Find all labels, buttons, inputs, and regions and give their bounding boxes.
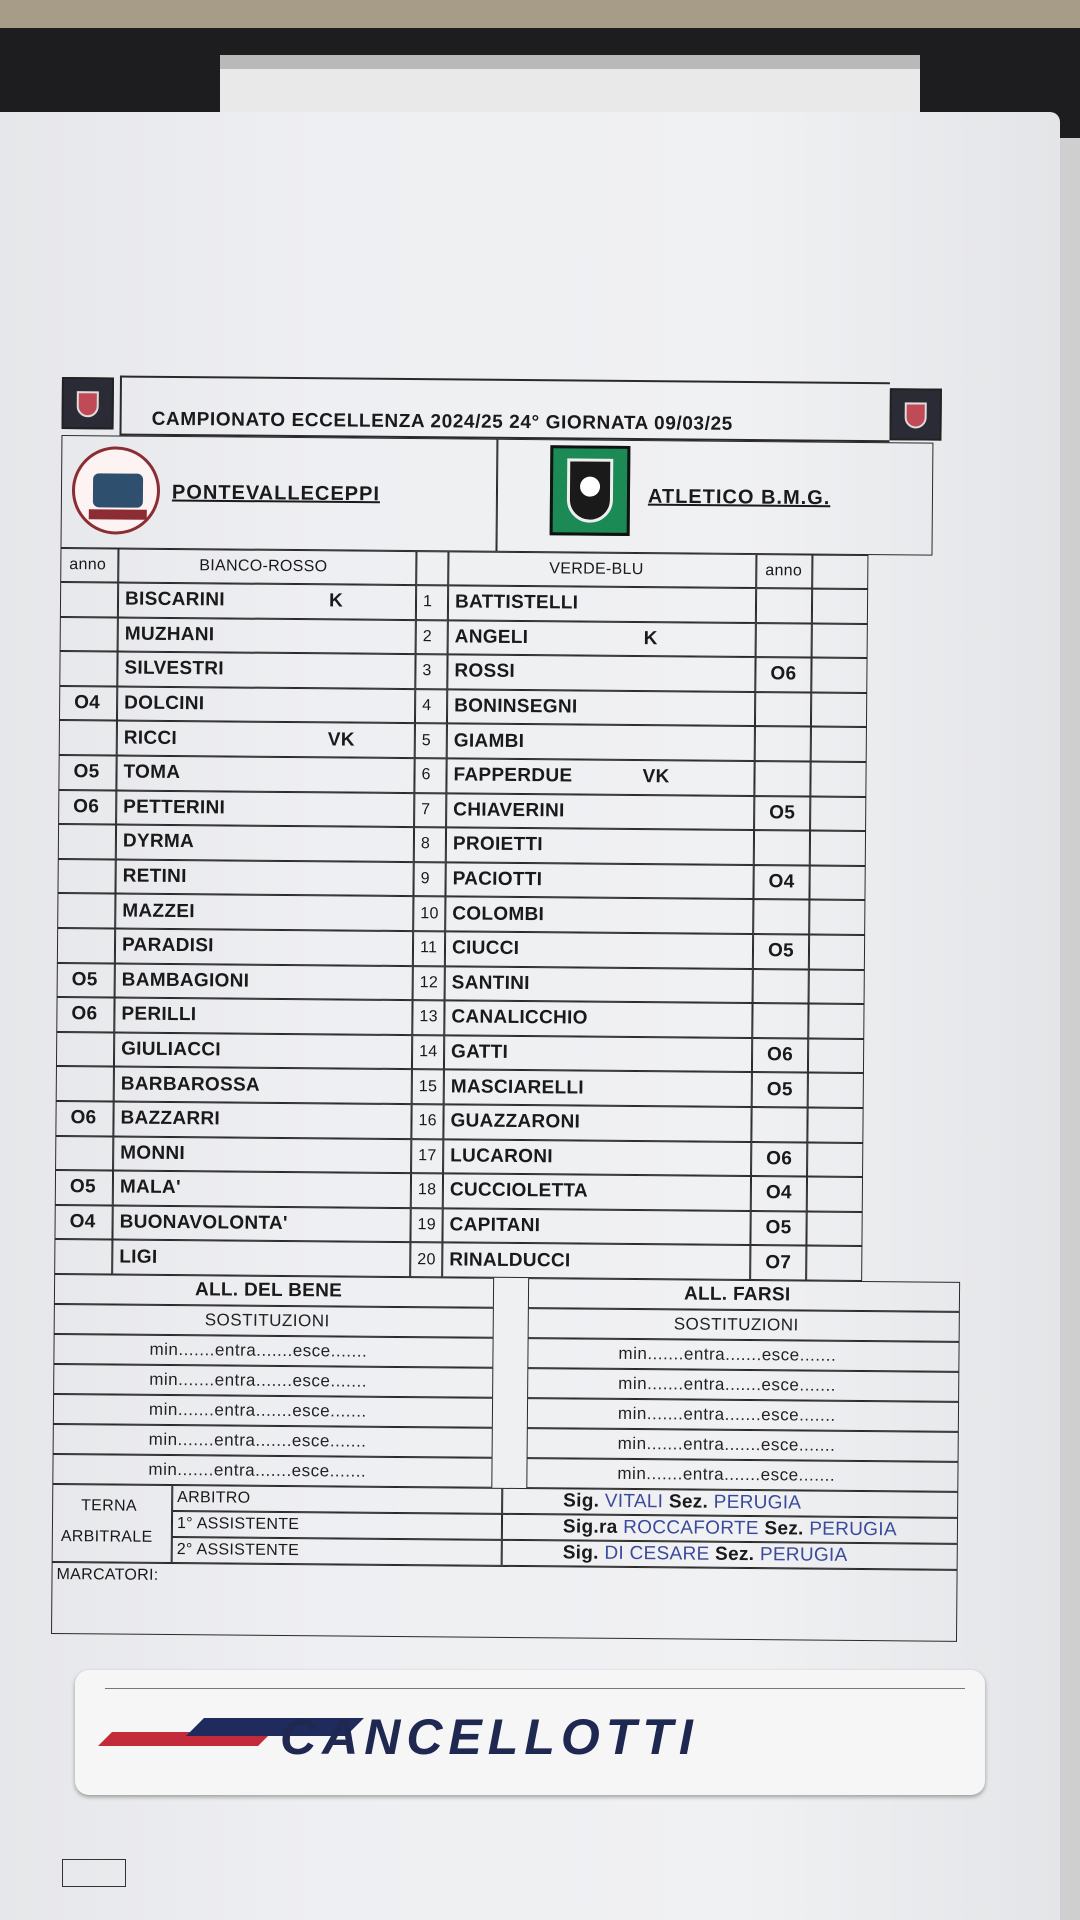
pontevalleceppi-crest-icon — [72, 446, 161, 535]
home-substitution-cell — [53, 1394, 493, 1428]
away-year-cell — [750, 1211, 806, 1246]
shirt-number-cell — [412, 1069, 444, 1104]
away-coach-cell — [528, 1278, 960, 1312]
away-substitution-cell — [526, 1458, 958, 1492]
home-player-cell — [115, 928, 413, 965]
home-year-cell — [57, 963, 115, 998]
sponsor-name: CANCELLOTTI — [280, 1709, 699, 1765]
away-player-name: CUCCIOLETTA — [449, 1179, 589, 1203]
shirt-number-cell — [413, 896, 445, 931]
home-player-cell — [113, 1171, 411, 1208]
home-player-role: K — [328, 590, 344, 612]
home-year-cell — [54, 1239, 112, 1274]
home-player-name: MUZHANI — [124, 623, 215, 646]
home-year-cell — [58, 824, 116, 859]
home-coach-cell — [54, 1274, 494, 1308]
away-subs-label: SOSTITUZIONI — [673, 1314, 799, 1335]
shirt-number: 6 — [421, 766, 431, 784]
shirt-number: 13 — [419, 1008, 438, 1026]
away-substitution-line: min.......entra.......esce....... — [618, 1373, 837, 1395]
away-year-cell — [755, 726, 811, 761]
away-substitution-cell — [527, 1398, 959, 1432]
shirt-number: 4 — [422, 697, 432, 715]
away-year-cell — [751, 1107, 807, 1142]
away-year-cell — [750, 1245, 806, 1280]
extra-cell — [809, 900, 865, 935]
home-player-name: PARADISI — [121, 934, 214, 957]
away-substitution-line: min.......entra.......esce....... — [617, 1463, 836, 1485]
home-year-cell — [60, 582, 118, 617]
home-player-cell — [116, 755, 414, 792]
home-player-name: PERILLI — [121, 1004, 197, 1026]
referee-title: Sig. — [563, 1490, 600, 1512]
referee-name: ROCCAFORTE — [623, 1516, 759, 1540]
home-player-cell — [115, 894, 413, 931]
home-player-cell — [117, 686, 415, 723]
home-year-cell — [57, 859, 115, 894]
away-year: O4 — [768, 871, 795, 893]
away-player-cell — [442, 1208, 750, 1245]
home-year: O4 — [69, 1211, 96, 1233]
away-player-cell — [446, 793, 754, 830]
home-player-name: SILVESTRI — [124, 658, 225, 680]
referee-city: PERUGIA — [713, 1491, 802, 1514]
home-substitution-cell — [53, 1424, 493, 1458]
away-player-name: GUAZZARONI — [450, 1110, 581, 1133]
home-player-name: PETTERINI — [123, 796, 226, 819]
home-substitution-line: min.......entra.......esce....... — [149, 1369, 368, 1391]
shirt-number: 14 — [419, 1043, 438, 1061]
home-player-name: RETINI — [122, 865, 187, 888]
sponsor-divider — [105, 1688, 965, 1689]
home-anno-header: anno — [69, 556, 107, 574]
shirt-number-cell — [415, 689, 447, 724]
away-player-cell — [444, 1035, 752, 1072]
away-player-cell — [444, 1070, 752, 1107]
away-substitution-cell — [527, 1428, 959, 1462]
away-substitution-cell — [527, 1338, 959, 1372]
extra-cell — [807, 1108, 863, 1143]
away-year: O6 — [766, 1148, 793, 1170]
extra-cell — [811, 692, 867, 727]
shirt-number-cell — [412, 1035, 444, 1070]
referee-title: Sig. — [562, 1542, 599, 1564]
away-player-cell — [445, 931, 753, 968]
home-player-cell — [114, 1067, 412, 1104]
home-player-cell — [113, 1101, 411, 1138]
home-year-cell — [57, 928, 115, 963]
shirt-number-cell — [411, 1139, 443, 1174]
away-player-name: LUCARONI — [450, 1145, 553, 1168]
lineup-paper — [0, 112, 1060, 1920]
empty-checkbox — [62, 1859, 126, 1887]
home-year-cell — [56, 997, 114, 1032]
shirt-number-cell — [415, 654, 447, 689]
shirt-number: 11 — [419, 939, 438, 957]
away-player-name: ROSSI — [454, 660, 516, 683]
home-team-header — [60, 435, 497, 552]
away-player-cell — [446, 758, 754, 795]
extra-cell — [808, 1038, 864, 1073]
extra-cell — [810, 796, 866, 831]
referee-sez: Sez. — [764, 1518, 804, 1540]
away-year: O6 — [767, 1044, 794, 1066]
extra-cell — [807, 1177, 863, 1212]
away-year-cell — [753, 865, 809, 900]
away-player-name: GATTI — [451, 1041, 509, 1064]
away-substitution-line: min.......entra.......esce....... — [617, 1403, 836, 1425]
away-player-cell — [448, 585, 756, 622]
away-year-cell — [753, 969, 809, 1004]
away-player-name: PACIOTTI — [452, 868, 543, 891]
home-subs-label-cell — [54, 1304, 494, 1338]
shirt-number-cell — [413, 931, 445, 966]
away-player-cell — [447, 724, 755, 761]
away-colors-header-cell — [448, 551, 756, 588]
away-player-name: MASCIARELLI — [450, 1076, 585, 1099]
lineup-sheet — [51, 375, 992, 1673]
shirt-number: 12 — [419, 974, 439, 992]
away-substitution-cell — [527, 1368, 959, 1402]
away-player-name: SANTINI — [451, 972, 530, 994]
home-player-name: MAZZEI — [122, 900, 195, 922]
away-year-cell — [756, 588, 812, 623]
away-year: O4 — [765, 1182, 792, 1204]
away-year-cell — [754, 796, 810, 831]
extra-cell — [806, 1211, 862, 1246]
away-year-cell — [752, 1072, 808, 1107]
away-player-name: GIAMBI — [453, 730, 525, 752]
extra-cell — [812, 589, 868, 624]
extra-cell — [807, 1142, 863, 1177]
shirt-number-cell — [414, 758, 446, 793]
home-year-cell — [55, 1170, 113, 1205]
extra-cell — [809, 969, 865, 1004]
match-title: CAMPIONATO ECCELLENZA 2024/25 24° GIORNATA 09/03/25 — [151, 408, 733, 435]
away-team-name: ATLETICO B.M.G. — [647, 485, 831, 509]
home-substitution-line: min.......entra.......esce....... — [148, 1429, 367, 1451]
home-year-cell — [55, 1136, 113, 1171]
away-year-cell — [756, 623, 812, 658]
home-year-cell — [59, 686, 117, 721]
extra-cell — [808, 1073, 864, 1108]
home-year-cell — [59, 651, 117, 686]
home-player-cell — [116, 790, 414, 827]
home-year: O6 — [71, 1003, 98, 1025]
away-player-cell — [445, 897, 753, 934]
home-colors-header-cell — [118, 548, 416, 585]
away-player-cell — [443, 1174, 751, 1211]
away-player-role: K — [643, 627, 658, 650]
home-player-cell — [114, 998, 412, 1035]
away-player-cell — [443, 1139, 751, 1176]
home-player-name: RICCI — [123, 727, 178, 749]
home-year-cell — [57, 893, 115, 928]
home-year-header-cell — [60, 548, 118, 583]
away-year: O5 — [765, 1217, 792, 1239]
shirt-number: 3 — [422, 662, 432, 680]
away-player-name: BONINSEGNI — [454, 695, 578, 718]
shirt-number: 8 — [420, 835, 431, 853]
referee-group-cell — [52, 1484, 173, 1563]
away-year-cell — [751, 1176, 807, 1211]
referee-sez: Sez. — [668, 1491, 709, 1513]
away-year-cell — [753, 934, 809, 969]
away-colors-label: VERDE-BLU — [549, 560, 644, 579]
shirt-number-cell — [416, 620, 448, 655]
league-logo-icon — [62, 377, 114, 429]
away-player-name: ANGELI — [454, 626, 529, 648]
home-coach-name: ALL. DEL BENE — [194, 1279, 343, 1302]
away-player-name: COLOMBI — [452, 903, 545, 925]
away-substitution-line: min.......entra.......esce....... — [618, 1343, 837, 1365]
shirt-number: 20 — [417, 1250, 436, 1268]
away-player-cell — [442, 1243, 750, 1280]
away-player-cell — [443, 1104, 751, 1141]
referee-sez: Sez. — [715, 1543, 755, 1566]
home-team-name: PONTEVALLECEPPI — [171, 480, 381, 505]
referee-city: PERUGIA — [809, 1518, 897, 1541]
home-substitution-cell — [53, 1334, 493, 1368]
away-player-name: BATTISTELLI — [454, 591, 579, 614]
away-player-cell — [445, 862, 753, 899]
referee-group-label-1: TERNA — [81, 1497, 137, 1515]
home-player-cell — [118, 617, 416, 654]
home-year-cell — [58, 755, 116, 790]
extra-cell — [806, 1246, 862, 1281]
shirt-number-cell — [411, 1173, 443, 1208]
shirt-number-cell — [413, 862, 445, 897]
home-year-cell — [54, 1205, 112, 1240]
away-player-cell — [448, 620, 756, 657]
home-year: O6 — [73, 796, 100, 818]
referee-role: ARBITRO — [177, 1489, 251, 1507]
away-anno-header: anno — [765, 562, 803, 580]
referee-group-label-2: ARBITRALE — [60, 1527, 153, 1546]
home-colors-label: BIANCO-ROSSO — [199, 557, 328, 576]
away-year-cell — [754, 830, 810, 865]
away-player-cell — [444, 1001, 752, 1038]
away-player-name: CANALICCHIO — [451, 1006, 588, 1030]
away-year-cell — [752, 1038, 808, 1073]
atletico-bmg-crest-icon — [550, 445, 631, 536]
away-year: O6 — [770, 663, 797, 685]
shirt-number-cell — [410, 1242, 442, 1277]
away-player-name: CHIAVERINI — [453, 799, 565, 822]
shirt-number-cell — [415, 723, 447, 758]
home-player-cell — [115, 963, 413, 1000]
referee-role: 1° ASSISTENTE — [176, 1515, 300, 1534]
home-player-name: MONNI — [120, 1142, 186, 1164]
away-year: O7 — [765, 1251, 792, 1274]
extra-cell — [809, 935, 865, 970]
shirt-number: 19 — [417, 1216, 437, 1234]
extra-cell — [808, 1004, 864, 1039]
away-player-name: CAPITANI — [449, 1214, 541, 1237]
home-player-cell — [114, 1032, 412, 1069]
shirt-number: 5 — [421, 731, 432, 749]
home-year: O4 — [74, 692, 101, 714]
shirt-number: 2 — [422, 628, 433, 646]
away-year-cell — [752, 1003, 808, 1038]
home-player-name: BISCARINI — [124, 588, 225, 611]
home-player-name: GIULIACCI — [121, 1038, 222, 1061]
away-player-role: VK — [642, 766, 670, 788]
home-player-name: BAMBAGIONI — [121, 969, 250, 992]
shirt-number: 10 — [420, 904, 439, 922]
shirt-number: 15 — [418, 1077, 438, 1095]
league-logo-right-icon — [889, 388, 941, 440]
home-year-cell — [58, 790, 116, 825]
home-player-cell — [117, 652, 415, 689]
away-subs-label-cell — [528, 1308, 960, 1342]
away-player-name: PROIETTI — [452, 833, 544, 856]
shirt-number: 17 — [418, 1147, 437, 1165]
sponsor-banner — [75, 1670, 985, 1795]
home-year-cell — [60, 617, 118, 652]
referee-name: DI CESARE — [604, 1542, 710, 1565]
away-year-cell — [755, 692, 811, 727]
home-substitution-line: min.......entra.......esce....... — [148, 1459, 367, 1481]
referee-title: Sig.ra — [562, 1516, 618, 1538]
home-substitution-cell — [52, 1454, 492, 1488]
home-player-name: DYRMA — [122, 831, 195, 853]
home-substitution-line: min.......entra.......esce....... — [148, 1399, 367, 1421]
shirt-number-cell — [416, 585, 448, 620]
home-year-cell — [56, 1032, 114, 1067]
away-player-name: RINALDUCCI — [449, 1249, 571, 1272]
shirt-number-cell — [412, 1000, 444, 1035]
home-player-cell — [118, 582, 416, 619]
home-year: O5 — [69, 1176, 96, 1198]
extra-cell — [811, 658, 867, 693]
away-substitution-line: min.......entra.......esce....... — [617, 1433, 836, 1455]
home-player-name: BUONAVOLONTA' — [119, 1211, 288, 1235]
home-player-cell — [117, 721, 415, 758]
home-player-name: MALA' — [119, 1177, 181, 1199]
away-player-cell — [447, 655, 755, 692]
away-player-name: CIUCCI — [451, 937, 520, 960]
home-player-name: TOMA — [123, 761, 181, 784]
shirt-number-cell — [414, 793, 446, 828]
home-player-cell — [112, 1205, 410, 1242]
home-year: O6 — [70, 1107, 97, 1129]
home-year-cell — [59, 720, 117, 755]
home-year: O5 — [71, 968, 98, 991]
home-substitution-cell — [53, 1364, 493, 1398]
home-player-cell — [113, 1136, 411, 1173]
shirt-number-cell — [413, 966, 445, 1001]
away-player-cell — [446, 828, 754, 865]
home-year-cell — [56, 1066, 114, 1101]
away-team-header — [496, 439, 933, 556]
home-substitution-line: min.......entra.......esce....... — [149, 1339, 368, 1361]
shirt-number-cell — [414, 827, 446, 862]
away-player-name: FAPPERDUE — [453, 764, 573, 787]
away-year: O5 — [767, 940, 795, 962]
shirt-number-cell — [410, 1208, 442, 1243]
away-player-cell — [445, 966, 753, 1003]
away-year-cell — [754, 761, 810, 796]
shirt-number: 16 — [418, 1112, 437, 1130]
home-player-name: LIGI — [119, 1246, 158, 1268]
away-year-header-cell — [756, 554, 812, 588]
home-player-cell — [116, 825, 414, 862]
away-year-cell — [751, 1142, 807, 1177]
away-player-cell — [447, 689, 755, 726]
extra-cell — [810, 831, 866, 866]
away-year: O5 — [766, 1078, 793, 1101]
home-year: O5 — [73, 761, 100, 783]
scorers-label: MARCATORI: — [56, 1565, 159, 1584]
referee-name: VITALI — [604, 1490, 664, 1513]
home-player-name: DOLCINI — [124, 692, 205, 715]
referee-group-row — [52, 1484, 953, 1570]
scorers-cell — [51, 1562, 958, 1642]
extra-cell — [811, 727, 867, 762]
shirt-number-cell — [411, 1104, 443, 1139]
extra-cell — [809, 865, 865, 900]
home-player-name: BARBAROSSA — [120, 1073, 261, 1096]
shirt-number: 9 — [420, 870, 430, 888]
scorers-row — [51, 1562, 952, 1642]
shirt-number: 7 — [421, 801, 431, 819]
extra-cell — [810, 762, 866, 797]
extra-header-cell — [812, 555, 868, 589]
away-year-cell — [755, 657, 811, 692]
referee-role: 2° ASSISTENTE — [176, 1541, 300, 1560]
home-year-cell — [55, 1101, 113, 1136]
extra-cell — [812, 623, 868, 658]
shirt-number: 18 — [417, 1181, 437, 1199]
home-player-cell — [115, 859, 413, 896]
away-coach-name: ALL. FARSI — [683, 1283, 791, 1306]
shirt-number: 1 — [422, 593, 433, 611]
home-subs-label: SOSTITUZIONI — [204, 1310, 330, 1331]
away-year-cell — [753, 899, 809, 934]
away-year: O5 — [769, 802, 796, 824]
home-player-role: VK — [327, 729, 355, 751]
home-player-cell — [112, 1240, 410, 1277]
number-header-cell — [416, 551, 448, 585]
referee-city: PERUGIA — [759, 1544, 848, 1566]
home-player-name: BAZZARRI — [120, 1107, 221, 1130]
